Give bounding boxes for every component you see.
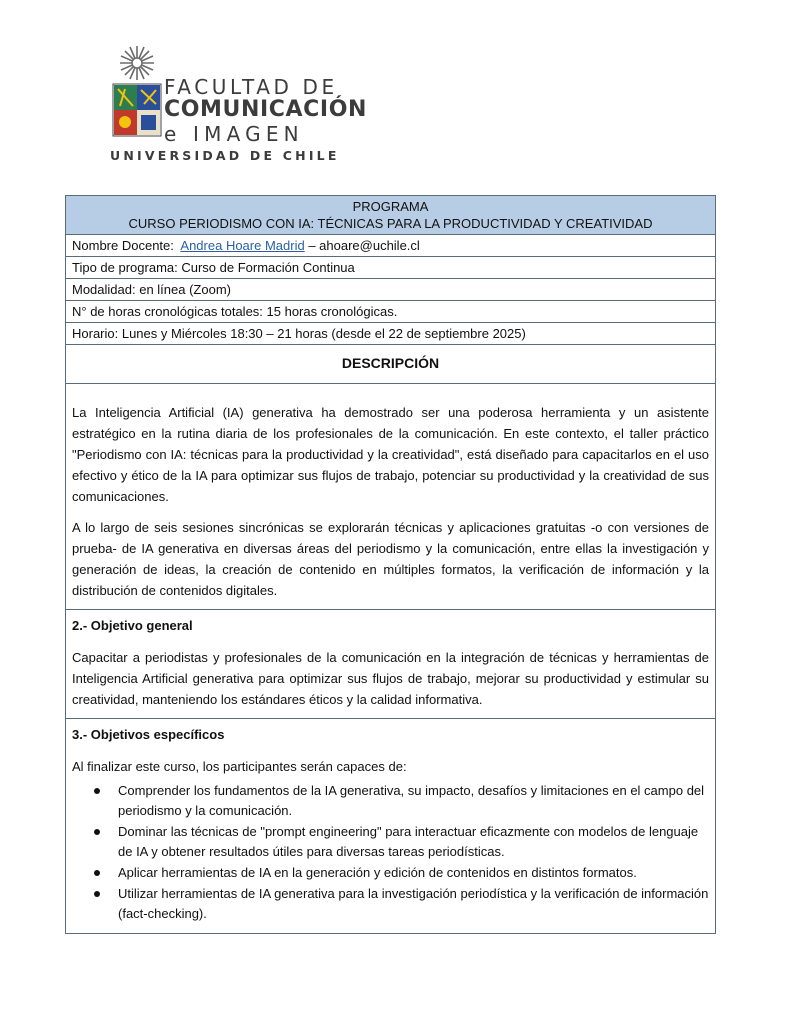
- objetivo-general-title: 2.- Objetivo general: [72, 618, 193, 633]
- descripcion-paragraph-1: La Inteligencia Artificial (IA) generativa ha demostrado ser una poderosa herramienta y un asistente estratégico en la rutina diaria de los profesionales de la comunicación. En este contexto, el taller práctico "Periodismo con IA: técnicas para la productividad y la creatividad", está diseñado para capacitarlos en el uso efectivo y ético de la IA para optimizar sus flujos de trabajo, potenciar su productividad y la creatividad de sus comunicaciones.: [72, 405, 709, 504]
- objetivos-especificos-block: [66, 719, 715, 933]
- objetivos-list: [72, 781, 709, 924]
- descripcion-paragraph-2: A lo largo de seis sesiones sincrónicas se explorarán técnicas y aplicaciones gratuitas -o con versiones de prueba- de IA generativa en diversas áreas del periodismo y la comunicación, entre ellas la investigación y generación de ideas, la creación de contenido en múltiples formatos, la verificación de información y la distribución de contenidos digitales.: [72, 520, 709, 598]
- logo-line-comunicacion: COMUNICACIÓN: [164, 97, 368, 122]
- list-item: Aplicar herramientas de IA en la generación y edición de contenidos en distintos formatos.: [118, 863, 709, 883]
- objetivo-general-text: Capacitar a periodistas y profesionales de la comunicación en la integración de técnicas y herramientas de Inteligencia Artificial generativa para optimizar sus flujos de trabajo, mejorar su productividad y estimular su creatividad, manteniendo los estándares éticos y la calidad informativa.: [72, 650, 709, 707]
- program-header: [66, 196, 715, 235]
- row-docente: [66, 235, 715, 257]
- docente-name-link[interactable]: Andrea Hoare Madrid: [180, 238, 305, 253]
- descripcion-title: DESCRIPCIÓN: [66, 345, 715, 384]
- university-crest-icon: [110, 44, 164, 144]
- row-horario: Horario: Lunes y Miércoles 18:30 – 21 horas (desde el 22 de septiembre 2025): [66, 323, 715, 345]
- logo-line-imagen: e IMAGEN: [164, 122, 304, 146]
- list-item: Utilizar herramientas de IA generativa para la investigación periodística y la verificación de información (fact-checking).: [118, 884, 709, 924]
- descripcion-block: [66, 384, 715, 610]
- objetivos-especificos-title: 3.- Objetivos específicos: [72, 727, 225, 742]
- program-header-title: PROGRAMA: [352, 199, 429, 214]
- program-table: [65, 195, 716, 934]
- row-modalidad: Modalidad: en línea (Zoom): [66, 279, 715, 301]
- logo-university-name: UNIVERSIDAD DE CHILE: [110, 148, 340, 163]
- row-tipo-programa: Tipo de programa: Curso de Formación Continua: [66, 257, 715, 279]
- objetivos-especificos-intro: Al finalizar este curso, los participantes serán capaces de:: [72, 759, 407, 774]
- row-horas: N° de horas cronológicas totales: 15 horas cronológicas.: [66, 301, 715, 323]
- docente-email: – ahoare@uchile.cl: [304, 238, 420, 253]
- faculty-logo: [110, 44, 368, 164]
- logo-line-faculty: FACULTAD DE: [164, 75, 338, 99]
- list-item: Dominar las técnicas de "prompt engineering" para interactuar eficazmente con modelos de lenguaje de IA y obtener resultados útiles para diversas tareas periodísticas.: [118, 822, 709, 862]
- objetivo-general-block: [66, 610, 715, 719]
- program-header-course: CURSO PERIODISMO CON IA: TÉCNICAS PARA LA PRODUCTIVIDAD Y CREATIVIDAD: [128, 216, 653, 231]
- list-item: Comprender los fundamentos de la IA generativa, su impacto, desafíos y limitaciones en el campo del periodismo y la comunicación.: [118, 781, 709, 821]
- docente-label: Nombre Docente:: [72, 238, 174, 253]
